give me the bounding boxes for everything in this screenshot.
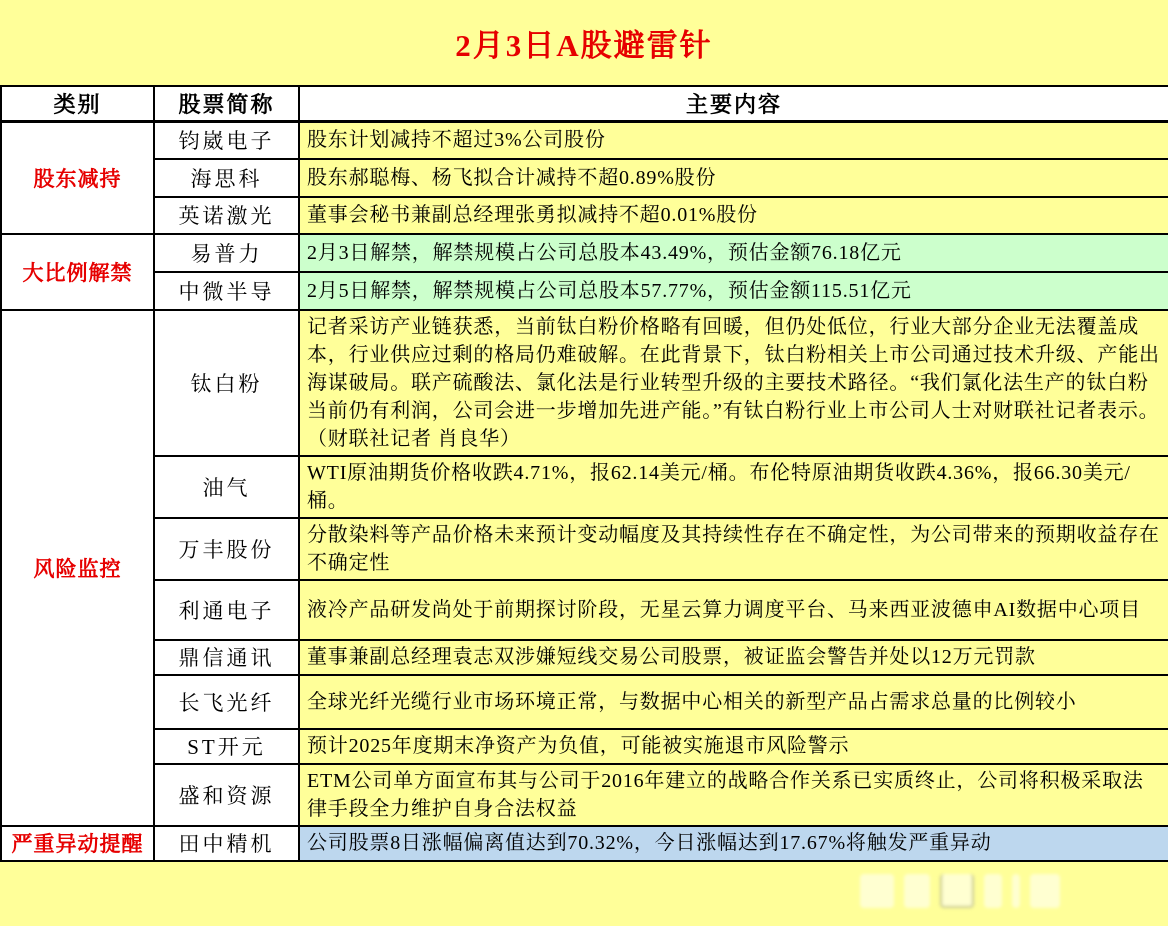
- content-cell: WTI原油期货价格收跌4.71%，报62.14美元/桶。布伦特原油期货收跌4.36%，报66.30美元/桶。: [299, 456, 1168, 518]
- stock-name-cell: 易普力: [154, 234, 299, 272]
- table-row: [1, 122, 1168, 159]
- stock-name-cell: 海思科: [154, 159, 299, 197]
- stock-name-cell: 鼎信通讯: [154, 640, 299, 675]
- content-cell: 公司股票8日涨幅偏离值达到70.32%，今日涨幅达到17.67%将触发严重异动: [299, 826, 1168, 861]
- stock-name-cell: 长飞光纤: [154, 675, 299, 729]
- title-bar: [0, 0, 1168, 85]
- stock-name-cell: 英诺激光: [154, 197, 299, 234]
- table-row: [1, 729, 1168, 764]
- table-row: [1, 580, 1168, 640]
- stock-name-cell: 钛白粉: [154, 310, 299, 456]
- column-header-category: 类别: [1, 86, 154, 122]
- content-cell: 预计2025年度期末净资产为负值，可能被实施退市风险警示: [299, 729, 1168, 764]
- stock-name-cell: 钧崴电子: [154, 122, 299, 159]
- table-row: [1, 456, 1168, 518]
- content-cell: ETM公司单方面宣布其与公司于2016年建立的战略合作关系已实质终止，公司将积极采取法律手段全力维护自身合法权益: [299, 764, 1168, 826]
- stock-name-cell: ST开元: [154, 729, 299, 764]
- table-row: [1, 518, 1168, 580]
- table-row: [1, 310, 1168, 456]
- content-cell: 记者采访产业链获悉，当前钛白粉价格略有回暖，但仍处低位，行业大部分企业无法覆盖成本，行业供应过剩的格局仍难破解。在此背景下，钛白粉相关上市公司通过技术升级、产能出海谋破局。联产硫酸法、氯化法是行业转型升级的主要技术路径。“我们氯化法生产的钛白粉当前仍有利润，公司会进一步增加先进产能。”有钛白粉行业上市公司人士对财联社记者表示。（财联社记者 肖良华）: [299, 310, 1168, 456]
- stock-name-cell: 田中精机: [154, 826, 299, 861]
- table-row: [1, 675, 1168, 729]
- table-row: [1, 197, 1168, 234]
- watermark: [860, 870, 1060, 912]
- content-cell: 2月3日解禁，解禁规模占公司总股本43.49%，预估金额76.18亿元: [299, 234, 1168, 272]
- table-row: [1, 764, 1168, 826]
- content-cell: 股东郝聪梅、杨飞拟合计减持不超0.89%股份: [299, 159, 1168, 197]
- table-row: [1, 159, 1168, 197]
- category-cell: 风险监控: [1, 310, 154, 826]
- column-header-stock-name: 股票简称: [154, 86, 299, 122]
- table-row: [1, 234, 1168, 272]
- content-cell: 董事兼副总经理袁志双涉嫌短线交易公司股票，被证监会警告并处以12万元罚款: [299, 640, 1168, 675]
- page-title: 2月3日A股避雷针: [455, 28, 713, 63]
- table-row: [1, 272, 1168, 310]
- stock-name-cell: 万丰股份: [154, 518, 299, 580]
- column-header-main-content: 主要内容: [299, 86, 1168, 122]
- risk-table: [0, 85, 1168, 862]
- content-cell: 全球光纤光缆行业市场环境正常，与数据中心相关的新型产品占需求总量的比例较小: [299, 675, 1168, 729]
- stock-name-cell: 油气: [154, 456, 299, 518]
- stock-name-cell: 利通电子: [154, 580, 299, 640]
- content-cell: 董事会秘书兼副总经理张勇拟减持不超0.01%股份: [299, 197, 1168, 234]
- category-cell: 股东减持: [1, 122, 154, 234]
- header-row: [1, 86, 1168, 122]
- content-cell: 2月5日解禁，解禁规模占公司总股本57.77%，预估金额115.51亿元: [299, 272, 1168, 310]
- table-row: [1, 640, 1168, 675]
- content-cell: 股东计划减持不超过3%公司股份: [299, 122, 1168, 159]
- content-cell: 分散染料等产品价格未来预计变动幅度及其持续性存在不确定性，为公司带来的预期收益存在不确定性: [299, 518, 1168, 580]
- stock-name-cell: 中微半导: [154, 272, 299, 310]
- category-cell: 严重异动提醒: [1, 826, 154, 861]
- stock-name-cell: 盛和资源: [154, 764, 299, 826]
- footer-area: [0, 862, 1168, 926]
- content-cell: 液冷产品研发尚处于前期探讨阶段，无星云算力调度平台、马来西亚波德申AI数据中心项目: [299, 580, 1168, 640]
- table-row: [1, 826, 1168, 861]
- category-cell: 大比例解禁: [1, 234, 154, 310]
